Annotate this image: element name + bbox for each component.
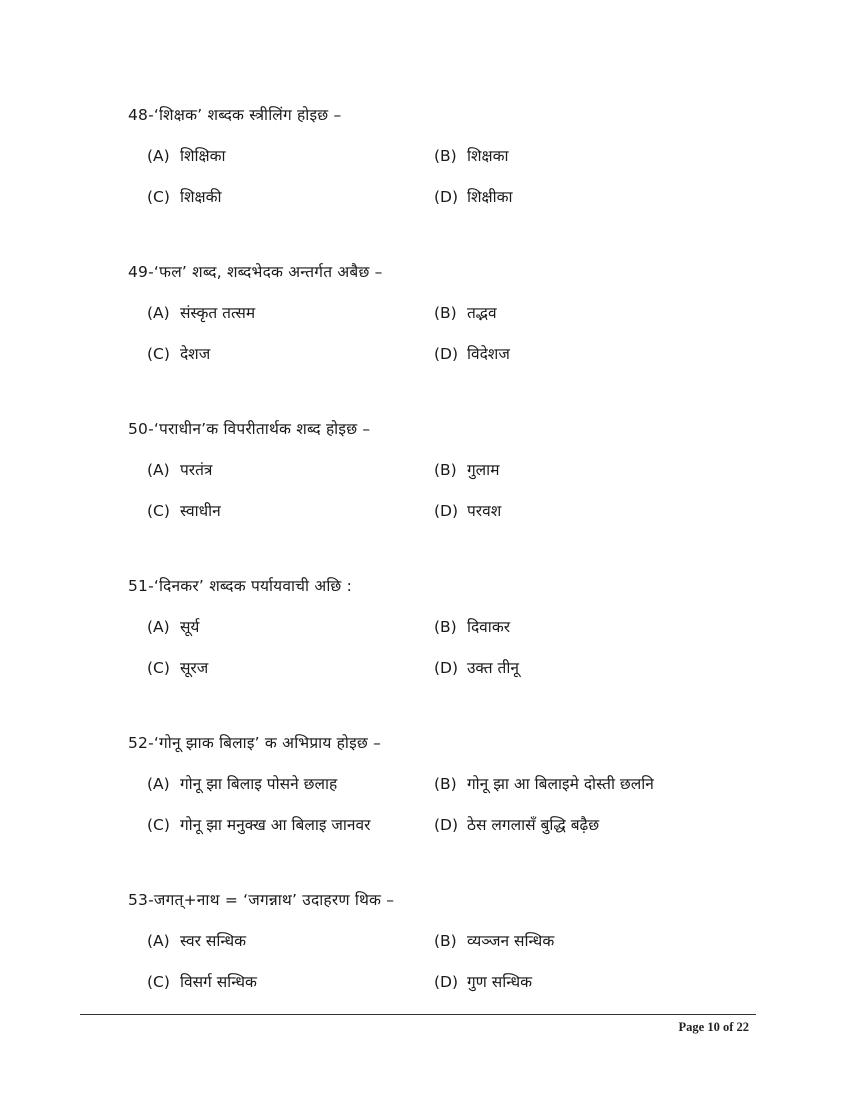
option-label: (D): [434, 816, 459, 834]
option-label: (A): [147, 618, 170, 636]
option-50-a: [147, 458, 212, 480]
option-48-a: [147, 144, 226, 166]
option-label: (C): [147, 188, 170, 206]
option-51-d: [434, 656, 519, 678]
option-text: शिक्षका: [466, 147, 509, 165]
option-text: सूर्य: [179, 618, 200, 636]
option-text: शिक्षकी: [179, 188, 222, 206]
option-label: (D): [434, 345, 459, 363]
option-label: (C): [147, 345, 170, 363]
option-text: सूरज: [179, 659, 209, 677]
question-51-text: 51-‘दिनकर’ शब्दक पर्यायवाची अछि :: [128, 577, 353, 595]
option-label: (B): [434, 618, 457, 636]
option-text: स्वाधीन: [179, 502, 221, 520]
question-53-text: 53-जगत्+नाथ = ‘जगन्नाथ’ उदाहरण थिक –: [128, 891, 395, 909]
option-label: (D): [434, 973, 459, 991]
option-label: (C): [147, 659, 170, 677]
option-label: (B): [434, 932, 457, 950]
option-49-b: [434, 301, 497, 323]
option-label: (A): [147, 304, 170, 322]
option-53-b: [434, 929, 554, 951]
option-51-b: [434, 615, 510, 637]
option-text: व्यञ्जन सन्धिक: [466, 932, 555, 950]
option-51-a: [147, 615, 199, 637]
option-label: (B): [434, 775, 457, 793]
page-number: Page 10 of 22: [678, 1020, 749, 1034]
option-label: (D): [434, 502, 459, 520]
option-53-d: [434, 970, 532, 992]
option-text: देशज: [179, 345, 211, 363]
option-51-c: [147, 656, 208, 678]
question-49-text: 49-‘फल’ शब्द, शब्दभेदक अन्तर्गत अबैछ –: [128, 263, 383, 281]
option-text: तद्भव: [466, 304, 497, 322]
footer-divider: [80, 1014, 756, 1015]
option-text: शिक्षीका: [466, 188, 513, 206]
option-50-c: [147, 499, 221, 521]
option-text: गोनू झा आ बिलाइमे दोस्ती छलनि: [466, 775, 654, 793]
option-52-b: [434, 772, 654, 794]
option-label: (A): [147, 775, 170, 793]
option-text: ठेस लगलासँ बुद्धि बढ़ैछ: [466, 816, 600, 834]
option-52-a: [147, 772, 337, 794]
option-52-c: [147, 813, 370, 835]
option-text: विसर्ग सन्धिक: [179, 973, 257, 991]
option-text: गोनू झा मनुक्ख आ बिलाइ जानवर: [179, 816, 371, 834]
option-text: गुण सन्धिक: [466, 973, 533, 991]
option-label: (D): [434, 188, 459, 206]
option-53-a: [147, 929, 246, 951]
option-label: (A): [147, 461, 170, 479]
option-text: दिवाकर: [466, 618, 511, 636]
option-label: (B): [434, 304, 457, 322]
option-text: परवश: [466, 502, 502, 520]
option-label: (D): [434, 659, 459, 677]
option-text: उक्त तीनू: [466, 659, 519, 677]
option-49-a: [147, 301, 255, 323]
option-label: (C): [147, 973, 170, 991]
option-label: (A): [147, 147, 170, 165]
option-text: स्वर सन्धिक: [179, 932, 247, 950]
question-48-text: 48-‘शिक्षक’ शब्दक स्त्रीलिंग होइछ –: [128, 106, 342, 124]
option-text: संस्कृत तत्सम: [179, 304, 256, 322]
option-50-d: [434, 499, 501, 521]
option-52-d: [434, 813, 599, 835]
option-text: शिक्षिका: [179, 147, 226, 165]
option-label: (B): [434, 147, 457, 165]
option-48-b: [434, 144, 509, 166]
option-50-b: [434, 458, 499, 480]
option-text: गोनू झा बिलाइ पोसने छलाह: [179, 775, 338, 793]
option-48-d: [434, 185, 513, 207]
option-label: (C): [147, 502, 170, 520]
option-text: विदेशज: [466, 345, 510, 363]
option-49-c: [147, 342, 210, 364]
option-text: गुलाम: [466, 461, 500, 479]
option-48-c: [147, 185, 222, 207]
question-52-text: 52-‘गोनू झाक बिलाइ’ क अभिप्राय होइछ –: [128, 734, 382, 752]
option-text: परतंत्र: [179, 461, 213, 479]
question-50-text: 50-‘पराधीन’क विपरीतार्थक शब्द होइछ –: [128, 420, 371, 438]
option-49-d: [434, 342, 510, 364]
option-label: (B): [434, 461, 457, 479]
option-53-c: [147, 970, 257, 992]
option-label: (A): [147, 932, 170, 950]
option-label: (C): [147, 816, 170, 834]
